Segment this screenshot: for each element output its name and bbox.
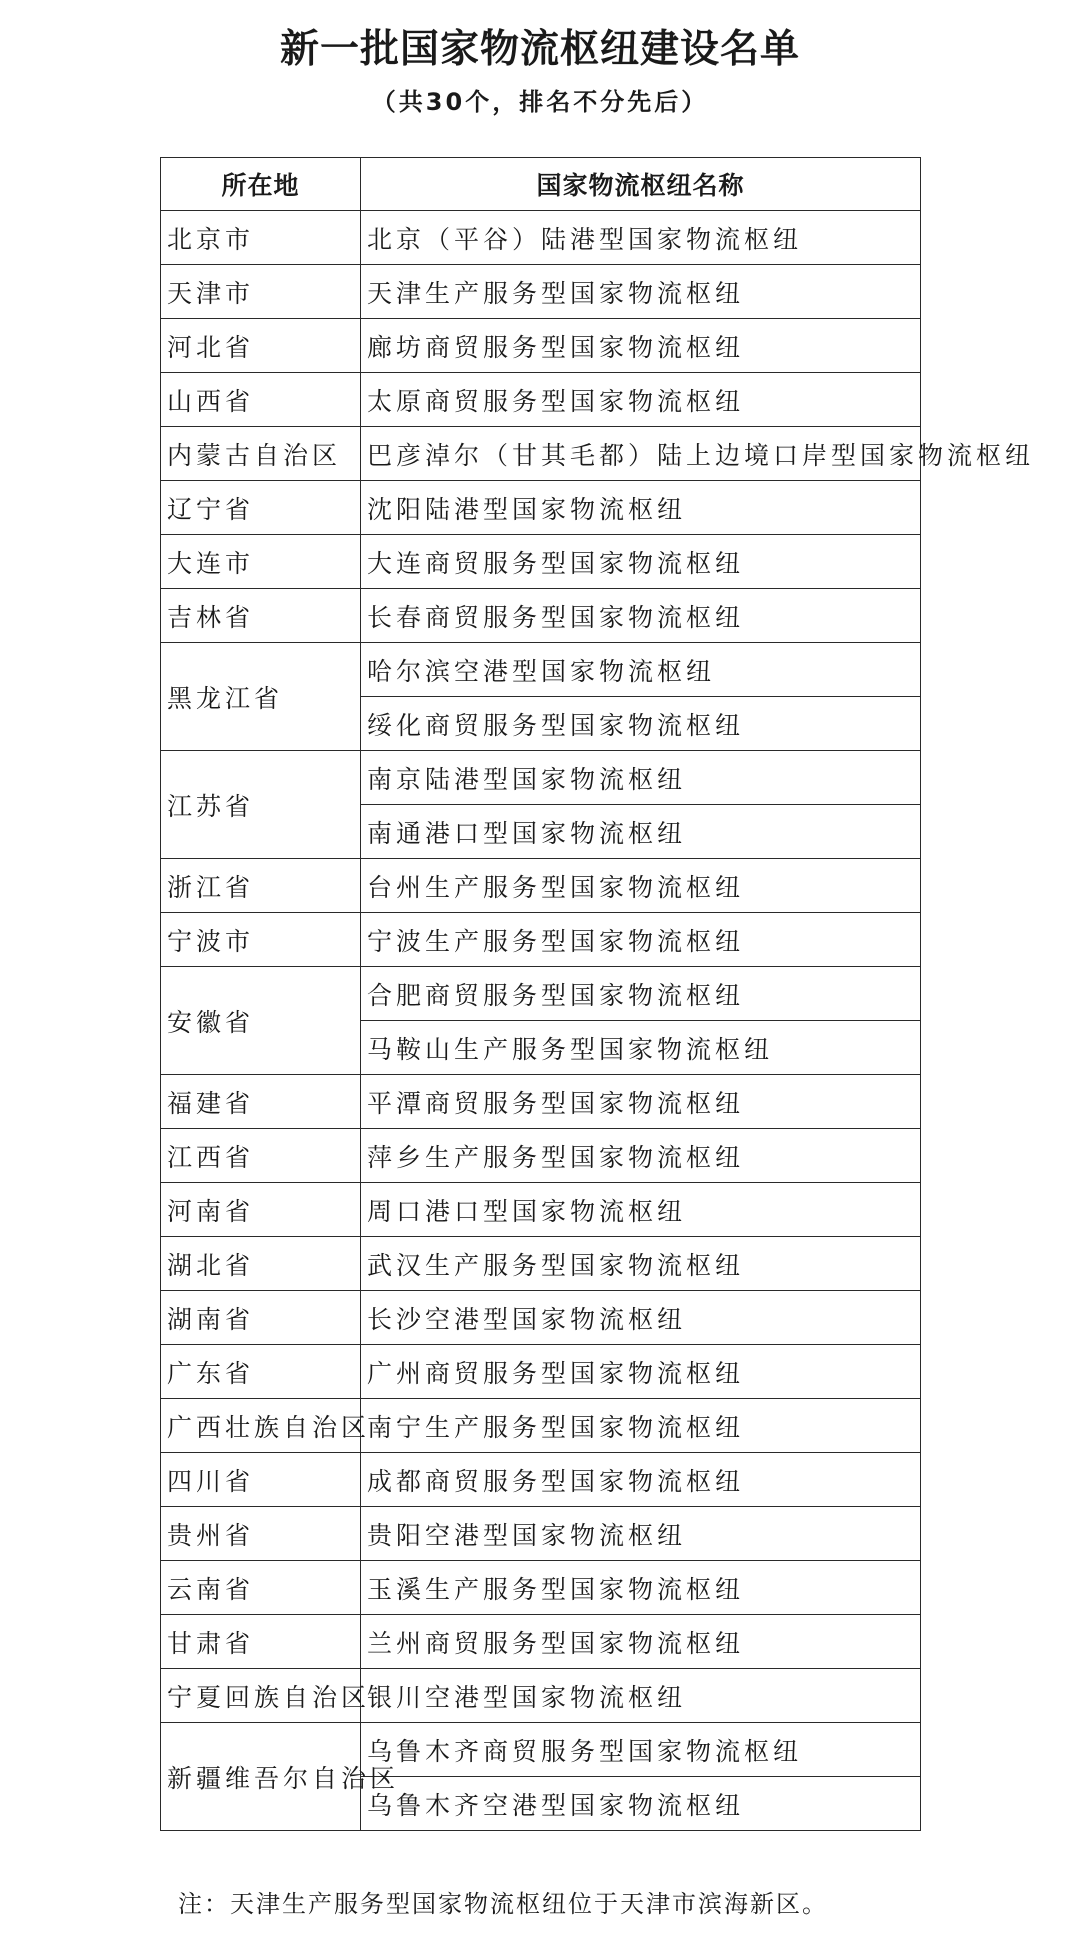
region-cell: 甘肃省 <box>161 1615 361 1669</box>
hub-name-cell: 大连商贸服务型国家物流枢纽 <box>361 535 921 589</box>
hub-name-cell: 长春商贸服务型国家物流枢纽 <box>361 589 921 643</box>
footnote: 注：天津生产服务型国家物流枢纽位于天津市滨海新区。 <box>178 1890 828 1918</box>
table-row <box>161 1615 921 1669</box>
hub-list-table <box>160 157 1035 1831</box>
region-cell: 天津市 <box>161 265 361 319</box>
hub-name-cell: 银川空港型国家物流枢纽 <box>361 1669 921 1723</box>
hub-name-cell: 马鞍山生产服务型国家物流枢纽 <box>361 1021 921 1075</box>
region-cell: 广西壮族自治区 <box>161 1399 361 1453</box>
region-cell: 吉林省 <box>161 589 361 643</box>
region-cell: 江西省 <box>161 1129 361 1183</box>
table-row <box>161 1453 921 1507</box>
region-cell: 大连市 <box>161 535 361 589</box>
table-row <box>161 1399 921 1453</box>
header-region: 所在地 <box>161 158 361 211</box>
document-subtitle: （共30个，排名不分先后） <box>371 88 709 116</box>
hub-name-cell: 绥化商贸服务型国家物流枢纽 <box>361 697 921 751</box>
hub-name-cell: 哈尔滨空港型国家物流枢纽 <box>361 643 921 697</box>
hub-name-cell: 沈阳陆港型国家物流枢纽 <box>361 481 921 535</box>
table-row <box>161 427 921 481</box>
hub-name-cell: 长沙空港型国家物流枢纽 <box>361 1291 921 1345</box>
table-row <box>161 373 921 427</box>
hub-name-cell: 合肥商贸服务型国家物流枢纽 <box>361 967 921 1021</box>
region-cell: 浙江省 <box>161 859 361 913</box>
document-title: 新一批国家物流枢纽建设名单 <box>279 27 800 72</box>
table-row <box>161 913 921 967</box>
table-row <box>161 859 921 913</box>
hub-name-cell: 天津生产服务型国家物流枢纽 <box>361 265 921 319</box>
region-cell: 贵州省 <box>161 1507 361 1561</box>
table-row <box>161 589 921 643</box>
region-cell: 江苏省 <box>161 751 361 859</box>
region-cell: 黑龙江省 <box>161 643 361 751</box>
hub-name-cell: 巴彦淖尔（甘其毛都）陆上边境口岸型国家物流枢纽 <box>361 427 921 481</box>
hub-name-cell: 南宁生产服务型国家物流枢纽 <box>361 1399 921 1453</box>
hub-name-cell: 武汉生产服务型国家物流枢纽 <box>361 1237 921 1291</box>
region-cell: 内蒙古自治区 <box>161 427 361 481</box>
hub-name-cell: 南京陆港型国家物流枢纽 <box>361 751 921 805</box>
region-cell: 福建省 <box>161 1075 361 1129</box>
hub-name-cell: 乌鲁木齐商贸服务型国家物流枢纽 <box>361 1723 921 1777</box>
hub-name-cell: 宁波生产服务型国家物流枢纽 <box>361 913 921 967</box>
table-row <box>161 535 921 589</box>
table-row <box>161 211 921 265</box>
region-cell: 辽宁省 <box>161 481 361 535</box>
table-header-row <box>161 158 921 211</box>
header-hub-name: 国家物流枢纽名称 <box>361 158 921 211</box>
hub-name-cell: 太原商贸服务型国家物流枢纽 <box>361 373 921 427</box>
hub-name-cell: 兰州商贸服务型国家物流枢纽 <box>361 1615 921 1669</box>
region-cell: 河南省 <box>161 1183 361 1237</box>
hub-name-cell: 贵阳空港型国家物流枢纽 <box>361 1507 921 1561</box>
table-row <box>161 751 921 805</box>
hub-name-cell: 平潭商贸服务型国家物流枢纽 <box>361 1075 921 1129</box>
region-cell: 广东省 <box>161 1345 361 1399</box>
table-row <box>161 1507 921 1561</box>
table-row <box>161 1561 921 1615</box>
table-row <box>161 1345 921 1399</box>
table-row <box>161 643 921 697</box>
table-row <box>161 319 921 373</box>
hub-name-cell: 廊坊商贸服务型国家物流枢纽 <box>361 319 921 373</box>
region-cell: 宁夏回族自治区 <box>161 1669 361 1723</box>
region-cell: 安徽省 <box>161 967 361 1075</box>
region-cell: 宁波市 <box>161 913 361 967</box>
region-cell: 北京市 <box>161 211 361 265</box>
table-row <box>161 265 921 319</box>
hub-name-cell: 南通港口型国家物流枢纽 <box>361 805 921 859</box>
table-row <box>161 1237 921 1291</box>
region-cell: 湖南省 <box>161 1291 361 1345</box>
table-row <box>161 1075 921 1129</box>
hub-name-cell: 台州生产服务型国家物流枢纽 <box>361 859 921 913</box>
region-cell: 新疆维吾尔自治区 <box>161 1723 361 1831</box>
hub-name-cell: 乌鲁木齐空港型国家物流枢纽 <box>361 1777 921 1831</box>
region-cell: 云南省 <box>161 1561 361 1615</box>
hub-name-cell: 玉溪生产服务型国家物流枢纽 <box>361 1561 921 1615</box>
table-row <box>161 1291 921 1345</box>
hub-name-cell: 北京（平谷）陆港型国家物流枢纽 <box>361 211 921 265</box>
hub-name-cell: 周口港口型国家物流枢纽 <box>361 1183 921 1237</box>
table-row <box>161 1669 921 1723</box>
region-cell: 四川省 <box>161 1453 361 1507</box>
region-cell: 河北省 <box>161 319 361 373</box>
table-row <box>161 1723 921 1777</box>
region-cell: 湖北省 <box>161 1237 361 1291</box>
table-row <box>161 967 921 1021</box>
hub-name-cell: 成都商贸服务型国家物流枢纽 <box>361 1453 921 1507</box>
table-row <box>161 481 921 535</box>
table-row <box>161 1129 921 1183</box>
region-cell: 山西省 <box>161 373 361 427</box>
hub-name-cell: 广州商贸服务型国家物流枢纽 <box>361 1345 921 1399</box>
table-row <box>161 1183 921 1237</box>
hub-name-cell: 萍乡生产服务型国家物流枢纽 <box>361 1129 921 1183</box>
